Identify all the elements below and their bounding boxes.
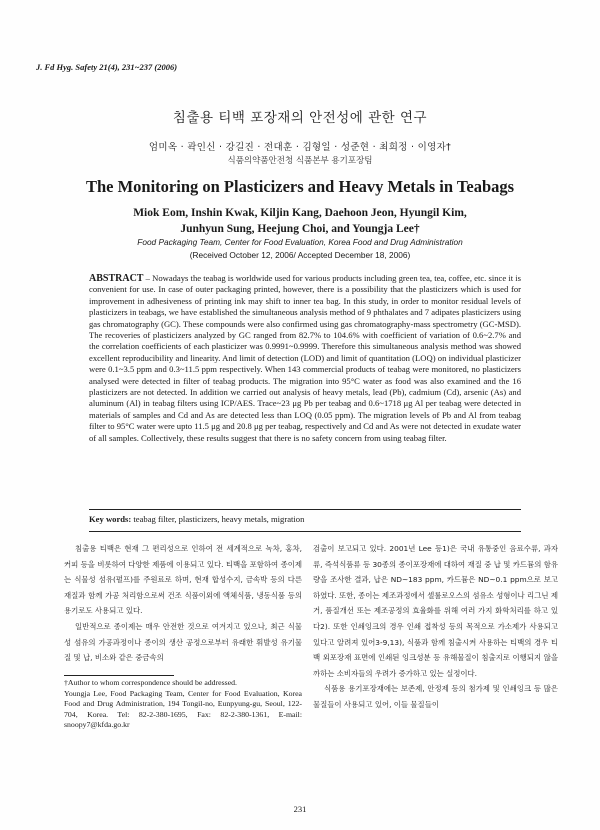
page-number: 231 [293,804,307,814]
footnote-rule [64,675,174,676]
keywords [89,514,521,524]
english-authors [0,205,600,237]
received-dates: (Received October 12, 2006/ Accepted December 18, 2006) [189,250,411,260]
keywords-top-rule [89,509,521,510]
abstract [89,273,521,444]
body-column-right [313,541,558,713]
body-paragraph: 일반적으로 종이제는 매우 안전한 것으로 여겨지고 있으나, 최근 식물성 섬유의 가공과정이나 종이의 생산 공정으로부터 유래한 휘발성 유기물질 및 납, 비소와 같은 중금속의 [64,621,302,663]
abstract-text: – Nowadays the teabag is worldwide used for various products including green tea, tea, coffee, etc. since it is convenient for use. In case of outer packaging printed, however, there is a possibility that the plasticizers which is used for improvement in adhesiveness of printing ink may shift to inner tea bag. In this study, in order to monitor residual levels of plasticizers in teabags, we have established the simultaneous analysis method of 9 phthalates and 7 adipates plasticizers using gas chromatography (GC). These compounds were also confirmed using gas chromatography-mass spectrometry (GC-MSD). The recoveries of plasticizers analyzed by GC ranged from 82.7% to 104.6% with coefficient of variation of 0.6~2.7% and the correlation coefficients of each plasticizer was 0.9991~0.9999. Therefore this simultaneous analysis method was showed excellent reproducibility and linearity. And limit of detection (LOD) and limit of quantitation (LOQ) on individual plasticizer were 0.1~3.5 ppm and 0.3~11.5 ppm respectively. When 143 commercial products of teabag were monitored, no plasticizers analysed were detected in filter of teabag products. The migration into 95°C water as food was also examined and the 16 plasticizers are not detected. In addition we carried out analysis of heavy metals, lead (Pb), cadmium (Cd), arsenic (As) and aluminum (Al) in teabag filters using ICP/AES. Trace~23 μg Pb per teabag and 0.6~1718 μg Al per teabag were detected in materials of samples and Cd and As are detected less than LOQ (0.05 ppm). The migration levels of Pb and Al from teabag filter to 95°C water were upto 11.5 μg and 20.8 μg per teabag, respectively and Cd and As were not detected in exudate water of all samples. Collectively, these results suggest that there is no safety concern from using teabag filter. [89,273,521,443]
english-affiliation: Food Packaging Team, Center for Food Evaluation, Korea Food and Drug Administration [137,237,463,247]
korean-affiliation: 식품의약품안전청 식품본부 용기포장팀 [227,156,373,166]
keywords-text: teabag filter, plasticizers, heavy metals, migration [133,514,305,524]
journal-reference: J. Fd Hyg. Safety 21(4), 231~237 (2006) [36,62,178,72]
keywords-bottom-rule [89,531,521,532]
korean-authors: 엄미옥 · 곽인신 · 강길진 · 전대훈 · 김형일 · 성준현 · 최희정 · 이영자† [148,142,452,153]
abstract-label: ABSTRACT [89,273,144,284]
english-title: The Monitoring on Plasticizers and Heavy Metals in Teabags [85,177,515,196]
footnote-line2: Youngja Lee, Food Packaging Team, Center for Food Evaluation, Korea Food and Drug Administration, 194 Tongil-no, Eunpyung-gu, Seoul, 122-704, Korea. Tel: 82-2-380-1695, Fax: 82-2-380-1361, E-mail: snoopy7@kfda.go.kr [64,688,302,730]
english-authors-line1: Miok Eom, Inshin Kwak, Kiljin Kang, Daehoon Jeon, Hyungil Kim, [133,207,467,219]
body-paragraph: 검출이 보고되고 있다. 2001년 Lee 등1)은 국내 유통중인 음료수류, 과자류, 즉석식품류 등 30종의 종이포장재에 대하여 재질 중 납 및 카드뮴의 함유량을 조사한 결과, 납은 ND~183 ppm, 카드뮴은 ND~0.1 ppm으로 보고하였다. 또한, 종이는 제조과정에서 셀룰로오스의 섬유소 성형이나 리그닌 제거, 품질개선 또는 제조공정의 효율화를 위해 여러 가지 화학처리를 하고 있다2). 또한 인쇄잉크의 경우 인쇄 접착성 등의 목적으로 가소제가 사용되고 있다고 알려져 있어3-9,13), 식품과 함께 침출시켜 사용하는 티백의 경우 티백 외포장재 표면에 인쇄된 잉크성분 등 유해물질이 침출지로 이행되지 않을까하는 소비자들의 우려가 증가하고 있는 실정이다. [313,544,558,678]
keywords-label: Key words: [89,514,132,524]
correspondence-footnote [64,678,302,731]
body-paragraph: 침출용 티백은 현재 그 편리성으로 인하여 전 세계적으로 녹차, 홍차, 커피 등을 비롯하여 다양한 제품에 이용되고 있다. 티백을 포함하여 종이제는 식물성 섬유(펄프)를 주원료로 하며, 현재 합성수지, 금속박 등의 다른 재질과 함께 가공 처리함으로써 건조 식품이외에 액체식품, 냉동식품 등의 용기로도 사용되고 있다. [64,544,302,616]
english-authors-line2: Junhyun Sung, Heejung Choi, and Youngja Lee† [180,223,420,235]
korean-title: 침출용 티백 포장재의 안전성에 관한 연구 [172,110,428,126]
footnote-line1: †Author to whom correspondence should be addressed. [64,678,238,687]
body-paragraph: 식품용 용기포장재에는 보존제, 안정제 등의 첨가제 및 인쇄잉크 등 많은 물질들이 사용되고 있어, 이들 물질들이 [313,684,558,709]
body-column-left [64,541,302,666]
